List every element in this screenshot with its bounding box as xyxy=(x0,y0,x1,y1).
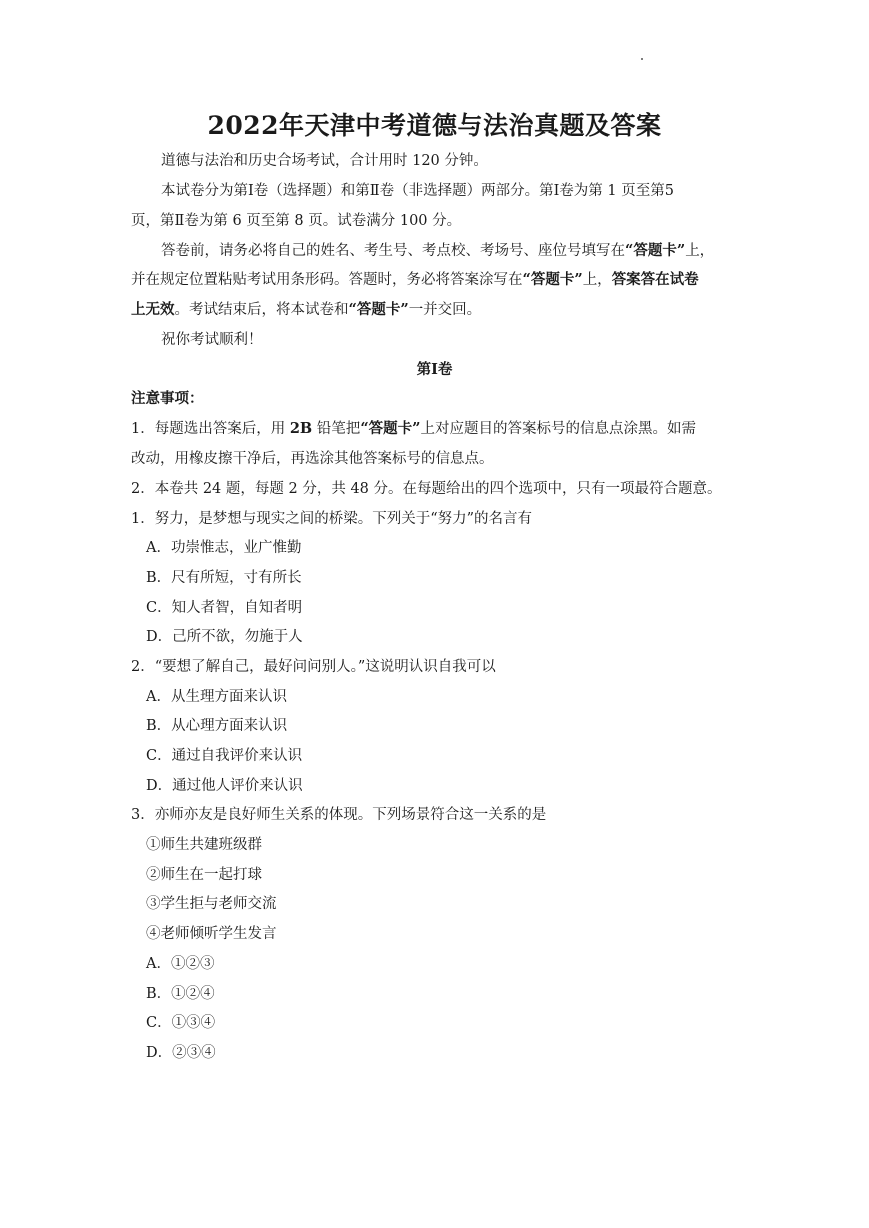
intro-text: 上， xyxy=(685,243,715,259)
question-2-option-a: A．从生理方面来认识 xyxy=(146,689,287,705)
question-2-option-b: B．从心理方面来认识 xyxy=(146,718,288,734)
answer-card-term: “答题卡” xyxy=(360,420,421,437)
question-3-option-b: B．①②④ xyxy=(146,986,215,1002)
page-title: 2022年天津中考道德与法治真题及答案 xyxy=(207,111,662,140)
page-dot xyxy=(641,58,643,60)
question-3-item-2: ②师生在一起打球 xyxy=(146,867,262,883)
intro-text: 上， xyxy=(582,272,612,288)
question-3-option-c: C．①③④ xyxy=(146,1015,216,1031)
intro-paragraph-3-line-2 xyxy=(131,270,741,290)
question-1-stem: 1．努力，是梦想与现实之间的桥梁。下列关于“努力”的名言有 xyxy=(131,511,533,527)
intro-text: 并在规定位置粘贴考试用条形码。答题时，务必将答案涂写在 xyxy=(131,272,523,288)
note-1-line-2: 改动，用橡皮擦干净后，再选涂其他答案标号的信息点。 xyxy=(131,451,494,467)
intro-paragraph-4: 祝你考试顺利！ xyxy=(161,332,263,348)
pencil-type: 2B xyxy=(289,420,313,437)
question-2-option-c: C．通过自我评价来认识 xyxy=(146,748,303,764)
question-3-item-4: ④老师倾听学生发言 xyxy=(146,926,277,942)
intro-paragraph-2-line-2: 页，第Ⅱ卷为第 6 页至第 8 页。试卷满分 100 分。 xyxy=(131,213,462,229)
question-1-option-d: D．己所不欲，勿施于人 xyxy=(146,629,303,645)
question-3-option-d: D．②③④ xyxy=(146,1045,216,1061)
intro-paragraph-3-line-1 xyxy=(131,241,771,261)
question-3-item-1: ①师生共建班级群 xyxy=(146,837,262,853)
intro-paragraph-1: 道德与法治和历史合场考试，合计用时 120 分钟。 xyxy=(161,153,488,169)
question-2-stem: 2．“要想了解自己，最好问问别人。”这说明认识自我可以 xyxy=(131,659,496,675)
question-3-stem: 3．亦师亦友是良好师生关系的体现。下列场景符合这一关系的是 xyxy=(131,807,547,823)
intro-text: 答卷前，请务必将自己的姓名、考生号、考点校、考场号、座位号填写在 xyxy=(161,243,625,259)
answer-card-term: “答题卡” xyxy=(625,242,686,259)
question-3-item-3: ③学生拒与老师交流 xyxy=(146,896,277,912)
note-text: 铅笔把 xyxy=(312,421,361,437)
note-1-line-1 xyxy=(131,419,741,439)
note-text: 1．每题选出答案后，用 xyxy=(131,421,290,437)
question-3-option-a: A．①②③ xyxy=(146,956,215,972)
intro-paragraph-3-line-3 xyxy=(131,300,741,320)
question-1-option-a: A．功崇惟志，业广惟勤 xyxy=(146,540,302,556)
question-1-option-c: C．知人者智，自知者明 xyxy=(146,600,303,616)
intro-text: 。考试结束后，将本试卷和 xyxy=(174,302,349,318)
note-2: 2．本卷共 24 题，每题 2 分，共 48 分。在每题给出的四个选项中，只有一项最符合题意。 xyxy=(131,481,722,497)
note-text: 上对应题目的答案标号的信息点涂黑。如需 xyxy=(420,421,696,437)
question-1-option-b: B．尺有所短，寸有所长 xyxy=(146,570,302,586)
intro-paragraph-2-line-1: 本试卷分为第Ⅰ卷（选择题）和第Ⅱ卷（非选择题）两部分。第Ⅰ卷为第 1 页至第5 xyxy=(161,183,674,199)
section-heading: 第Ⅰ卷 xyxy=(416,361,453,378)
bold-warning: 答案答在试卷 xyxy=(611,271,699,288)
bold-warning: 上无效 xyxy=(131,301,175,318)
question-2-option-d: D．通过他人评价来认识 xyxy=(146,778,303,794)
answer-card-term: “答题卡” xyxy=(348,301,409,318)
notes-title: 注意事项： xyxy=(131,390,204,407)
intro-text: 一并交回。 xyxy=(408,302,482,318)
answer-card-term: “答题卡” xyxy=(522,271,583,288)
